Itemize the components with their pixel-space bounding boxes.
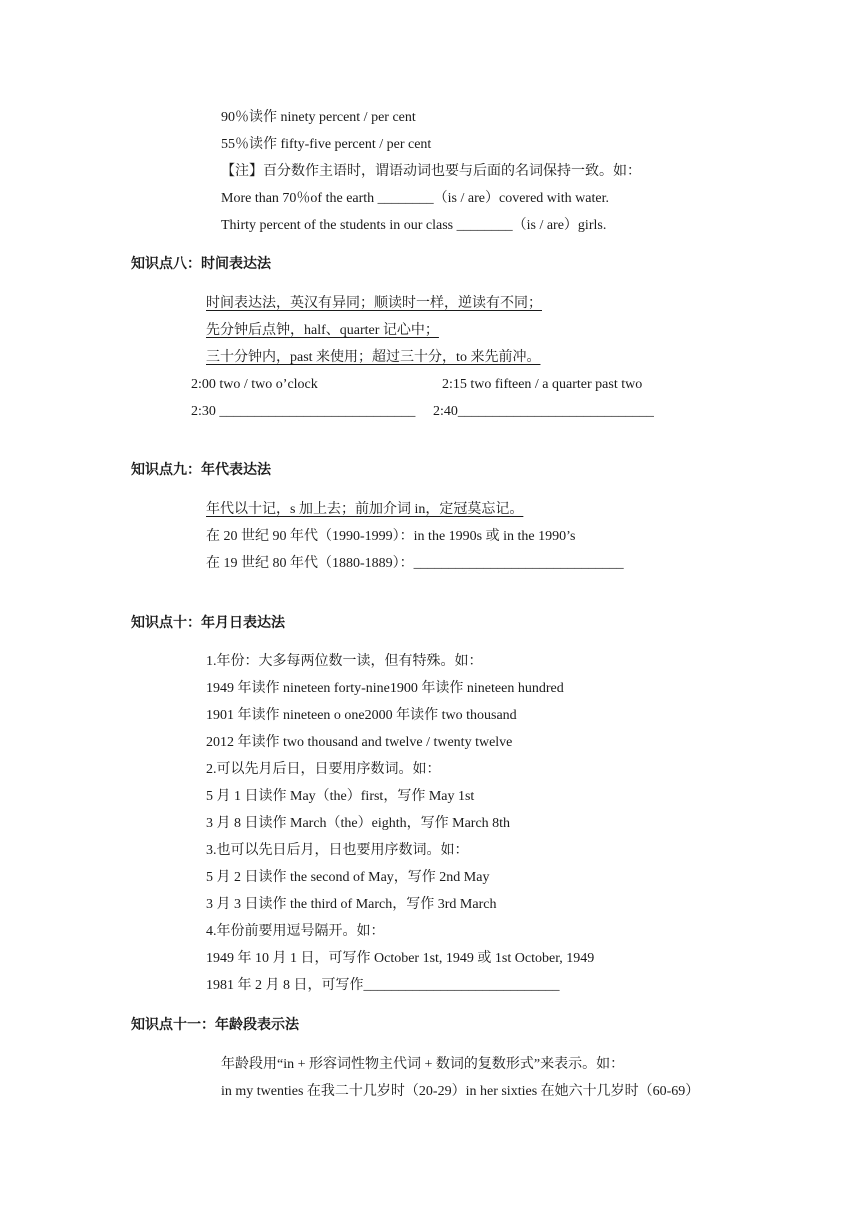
text-line: 55％读作 fifty-five percent / per cent	[221, 137, 432, 152]
text-line: in my twenties 在我二十几岁时（20-29）in her sixties 在她六十几岁时（60-69）	[221, 1084, 700, 1099]
section-heading: 知识点九：年代表达法	[131, 462, 271, 478]
note-line: 【注】百分数作主语时，谓语动词也要与后面的名词保持一致。如：	[221, 164, 641, 179]
rhyme-line: 年代以十记，s 加上去；前加介词 in，定冠莫忘记。	[206, 502, 524, 517]
text-line: 1949 年 10 月 1 日，可写作 October 1st, 1949 或 1st October, 1949	[206, 951, 595, 966]
text-line: 4.年份前要用逗号隔开。如：	[206, 924, 385, 939]
exercise-line: 在 19 世纪 80 年代（1880-1889）：______________________________	[206, 556, 624, 571]
text-line: 年龄段用“in + 形容词性物主代词 + 数词的复数形式”来表示。如：	[221, 1057, 625, 1072]
text-line: 2.可以先月后日，日要用序数词。如：	[206, 762, 441, 777]
exercise-line: 2:40____________________________	[433, 404, 654, 419]
text-line: 5 月 2 日读作 the second of May，写作 2nd May	[206, 870, 490, 885]
rhyme-line: 三十分钟内，past 来使用；超过三十分，to 来先前冲。	[206, 350, 541, 365]
exercise-line: Thirty percent of the students in our class ________（is / are）girls.	[221, 218, 607, 233]
section-heading: 知识点十一：年龄段表示法	[131, 1017, 299, 1033]
text-line: 1901 年读作 nineteen o one2000 年读作 two thousand	[206, 708, 517, 723]
text-line: 1.年份：大多每两位数一读，但有特殊。如：	[206, 654, 483, 669]
example-line: 2:00 two / two o’clock	[191, 377, 318, 392]
text-line: 3.也可以先日后月，日也要用序数词。如：	[206, 843, 469, 858]
rhyme-line: 先分钟后点钟，half、quarter 记心中；	[206, 323, 439, 338]
text-line: 1949 年读作 nineteen forty-nine1900 年读作 nineteen hundred	[206, 681, 564, 696]
section-heading: 知识点八：时间表达法	[131, 256, 271, 272]
text-line: 5 月 1 日读作 May（the）first，写作 May 1st	[206, 789, 475, 804]
rhyme-line: 时间表达法，英汉有异同；顺读时一样，逆读有不同；	[206, 296, 542, 311]
text-line: 2012 年读作 two thousand and twelve / twenty twelve	[206, 735, 513, 750]
exercise-line: 1981 年 2 月 8 日，可写作____________________________	[206, 978, 560, 993]
text-line: 3 月 3 日读作 the third of March，写作 3rd March	[206, 897, 497, 912]
section-heading: 知识点十：年月日表达法	[131, 615, 285, 631]
exercise-line: More than 70％of the earth ________（is / are）covered with water.	[221, 191, 610, 206]
text-line: 90％读作 ninety percent / per cent	[221, 110, 416, 125]
example-line: 在 20 世纪 90 年代（1990-1999）：in the 1990s 或 in the 1990’s	[206, 529, 576, 544]
exercise-line: 2:30 ____________________________	[191, 404, 416, 419]
text-line: 3 月 8 日读作 March（the）eighth，写作 March 8th	[206, 816, 511, 831]
example-line: 2:15 two fifteen / a quarter past two	[442, 377, 643, 392]
